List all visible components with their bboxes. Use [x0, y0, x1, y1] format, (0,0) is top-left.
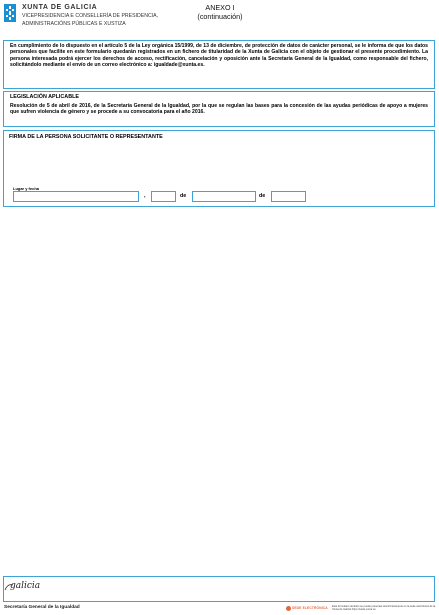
privacy-text: En cumplimiento de lo dispuesto en el artículo 5 de la Ley orgánica 15/1999, de 13 de diciembre, de protección de datos de carácter personal, se le informa de que los datos personales que facilite en este formulario quedarán registrados en un fichero de titularidad de la Xunta de Galicia con el objeto de gestionar el presente procedimiento. La persona interesada podrá ejercer los derechos de acceso, rectificación, cancelación y oposición ante la Secretaría General de la Igualdad, como responsable del fichero, solicitándolo mediante el envío de un correo electrónico a: igualdade@xunta.es.	[10, 43, 428, 69]
annex-subtitle: (continuación)	[197, 11, 243, 21]
place-field[interactable]	[13, 191, 139, 202]
footer-box	[3, 576, 435, 602]
verification-note: Este formulario también se puede presentar electrónicamente en la sede electrónica de la Xunta de Galicia https://sede.xunta.es	[332, 605, 436, 611]
de-separator-2: de	[259, 193, 266, 199]
de-separator-1: de	[180, 193, 187, 199]
sede-electronica-label: SEDE ELECTRÓNICA	[292, 606, 328, 610]
year-field[interactable]	[271, 191, 306, 202]
legislation-title: LEGISLACIÓN APLICABLE	[10, 94, 79, 100]
annex-heading	[180, 4, 260, 21]
sede-electronica-icon	[286, 606, 291, 611]
org-subtitle-line2: ADMINISTRACIÓNS PÚBLICAS E XUSTIZA	[22, 21, 126, 27]
org-title: XUNTA DE GALICIA	[22, 4, 98, 11]
organization-header	[22, 4, 158, 27]
signature-title: FIRMA DE LA PERSONA SOLICITANTE O REPRESENTANTE	[9, 134, 163, 140]
department-name: Secretaría General de la Igualdad	[4, 605, 80, 610]
comma-separator: ,	[144, 193, 146, 199]
legislation-section	[3, 91, 435, 127]
legislation-text: Resolución de 5 de abril de 2016, de la Secretaría General de la Igualdad, por la que se regulan las bases para la concesión de las ayudas periódicas de apoyo a mujeres que sufren violencia de género y se procede a su convocatoria para el año 2016.	[10, 103, 428, 116]
galicia-logo: galicia	[10, 581, 41, 591]
org-subtitle-line1: VICEPRESIDENCIA E CONSELLERÍA DE PRESIDENCIA,	[22, 13, 159, 19]
annex-title: ANEXO I	[205, 3, 235, 12]
day-field[interactable]	[151, 191, 176, 202]
privacy-notice	[3, 40, 435, 89]
xunta-logo-icon	[4, 4, 16, 22]
place-date-label: Lugar y fecha	[13, 186, 40, 191]
signature-section	[3, 130, 435, 207]
month-field[interactable]	[192, 191, 256, 202]
